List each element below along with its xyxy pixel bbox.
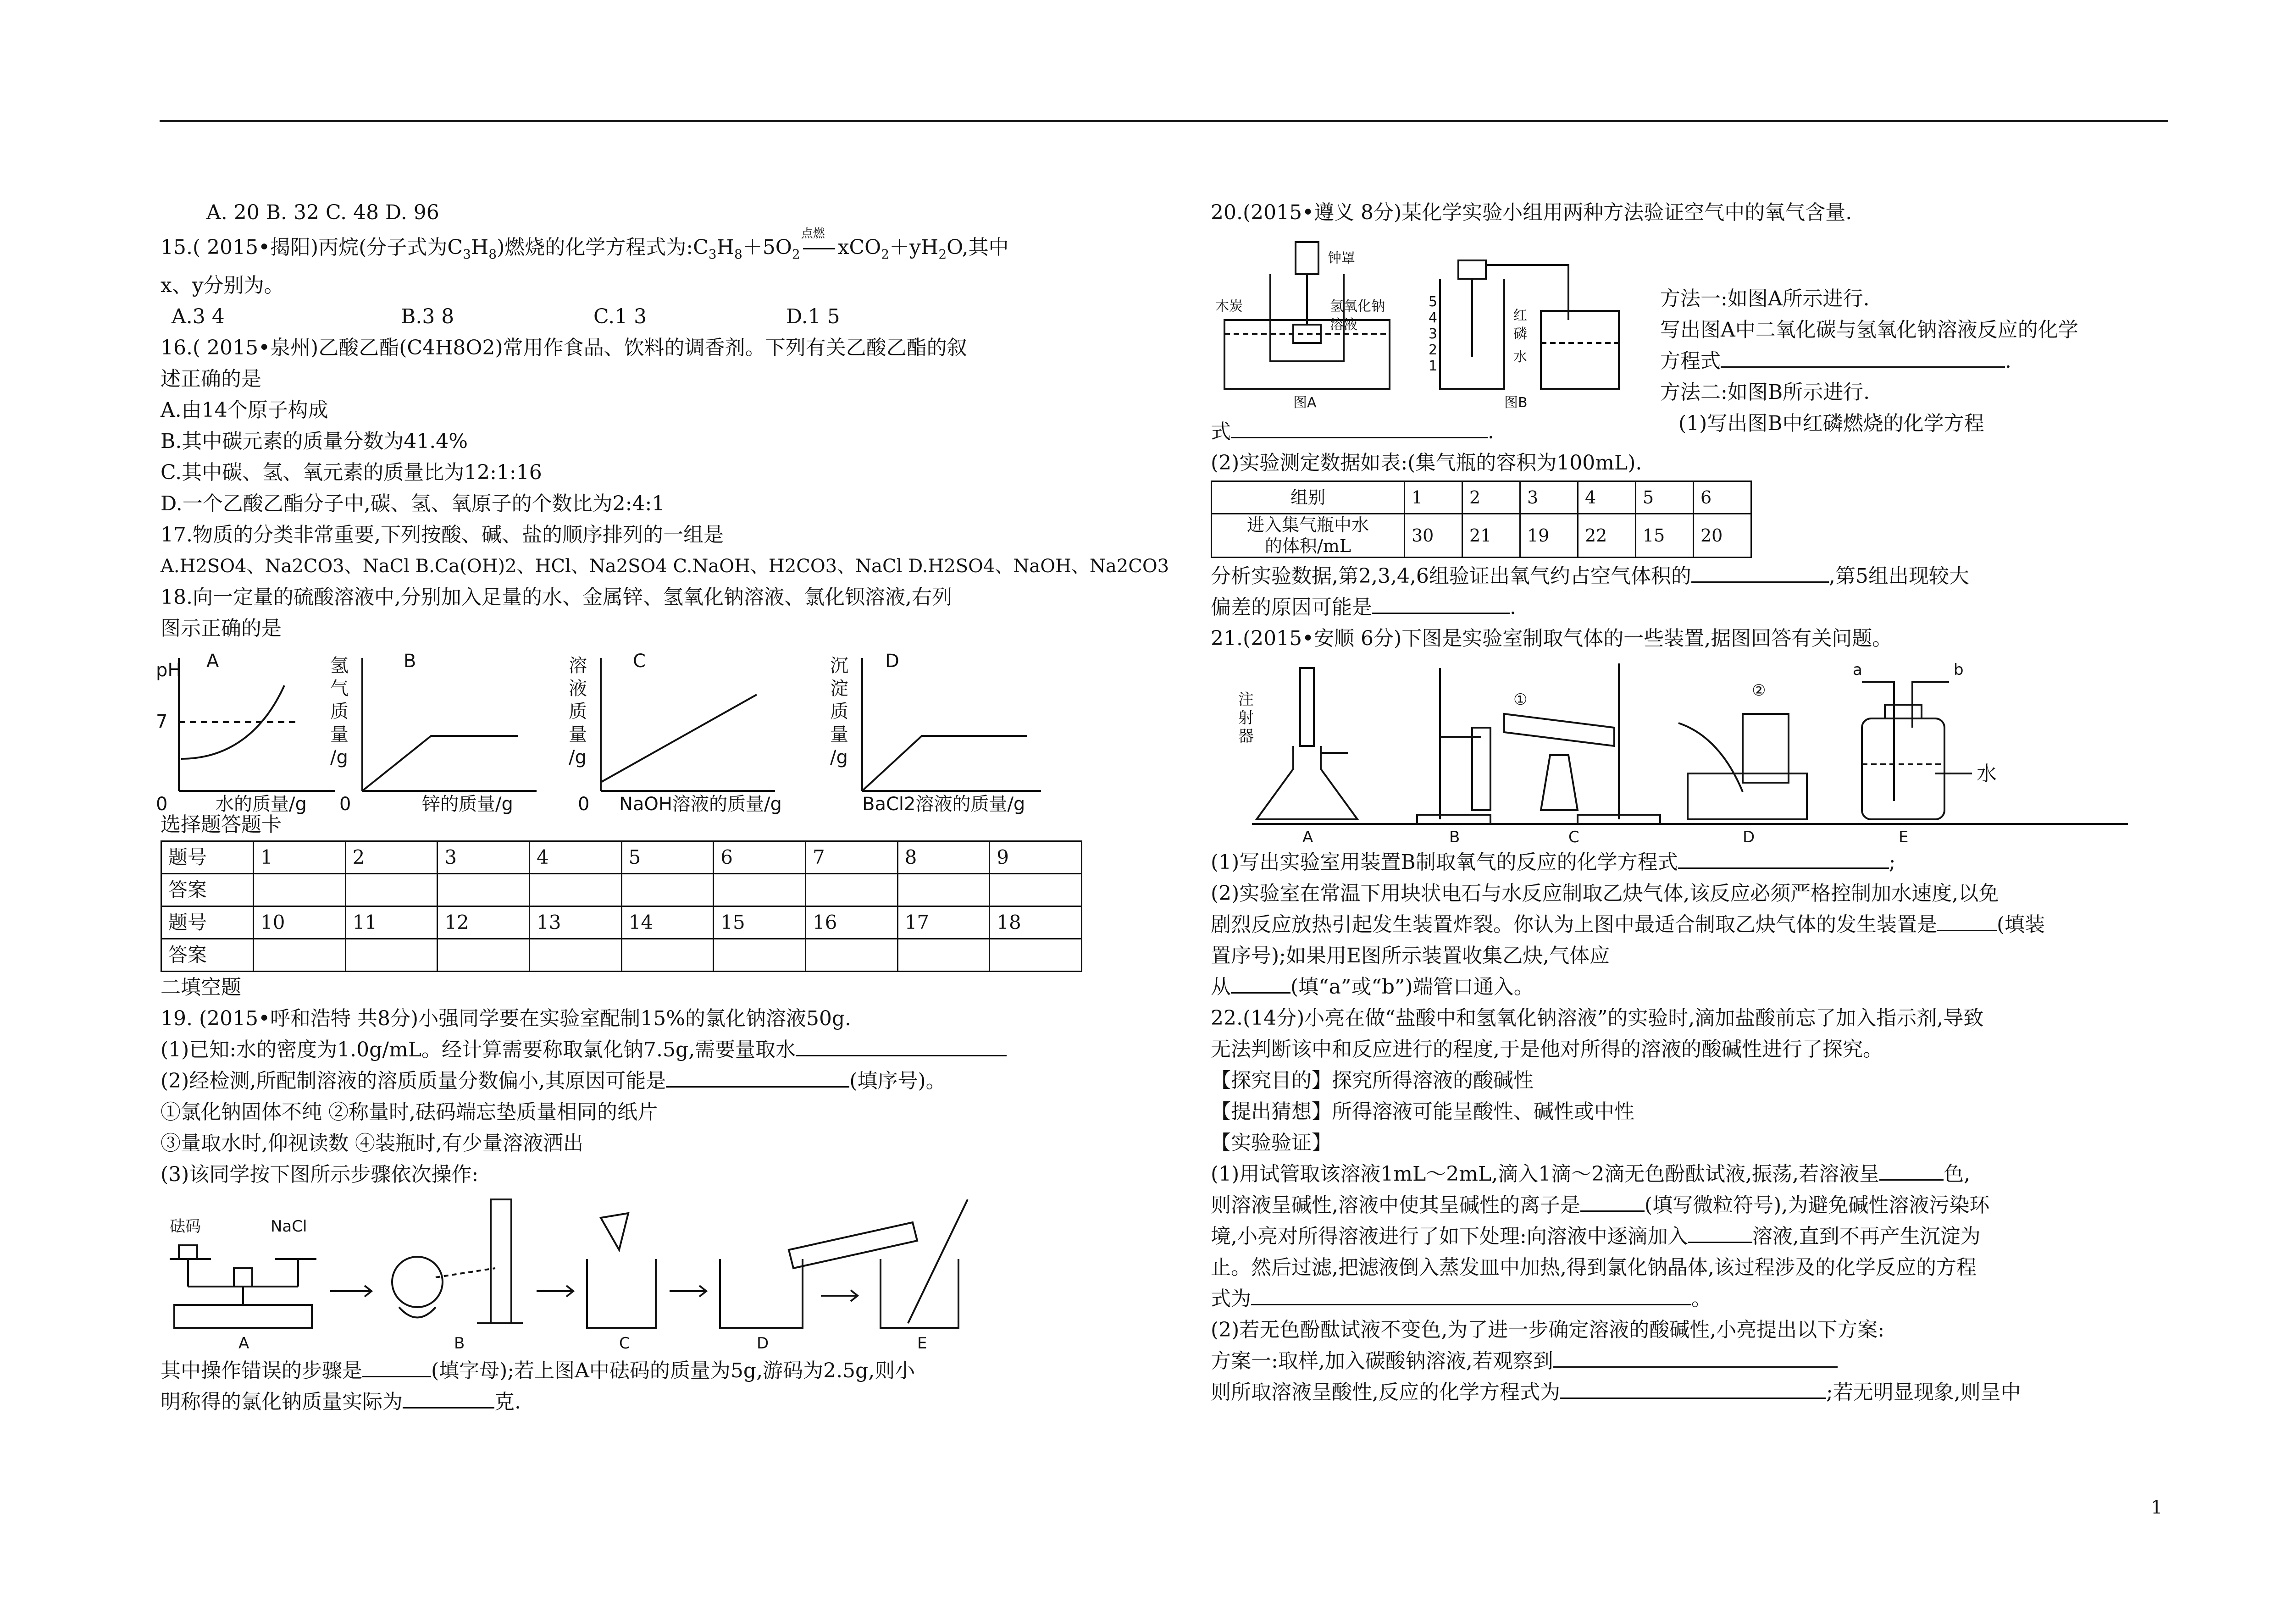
q14-options: A. 20 B. 32 C. 48 D. 96 (206, 201, 439, 224)
fig20-caption-a: 图A (1293, 395, 1317, 411)
svg-text:注: 注 (1238, 690, 1254, 709)
reaction-condition: 点燃 (801, 227, 825, 241)
q19-part3: (3)该同学按下图所示步骤依次操作: (161, 1162, 479, 1186)
q20-data-table (1211, 481, 1752, 558)
table-row: 进入集气瓶中水 的体积/mL 30 21 19 22 15 20 (1212, 514, 1751, 558)
svg-text:水: 水 (1513, 349, 1527, 365)
svg-text:E: E (917, 1334, 927, 1353)
q21-part2-line1: (2)实验室在常温下用块状电石与水反应制取乙炔气体,该反应必须严格控制加水速度,以免 (1211, 882, 1999, 905)
q19-opts1: ①氯化钠固体不纯 ②称量时,砝码端忘垫质量相同的纸片 (161, 1100, 658, 1124)
graph-c-letter: C (633, 650, 646, 672)
fig20-charcoal-label: 木炭 (1215, 298, 1243, 315)
q22-blank-observe[interactable] (1553, 1348, 1838, 1368)
q19-end1: 其中操作错误的步骤是 (填字母);若上图A中砝码的质量为5g,游码为2.5g,则小 (161, 1355, 1128, 1386)
graph-c-zero: 0 (578, 793, 590, 815)
q15-options: A.3 4 B.3 8 C.1 3 D.1 5 (172, 304, 840, 328)
fill-section-title: 二填空题 (161, 975, 241, 999)
q20-blank-fraction[interactable] (1691, 563, 1829, 583)
q16-option-a: A.由14个原子构成 (161, 398, 328, 422)
q19-blank-reason[interactable] (666, 1068, 849, 1088)
q22-blank-eq2[interactable] (1560, 1379, 1826, 1399)
q16-line2: 述正确的是 (161, 367, 261, 391)
svg-text:量: 量 (569, 724, 587, 745)
fig21-port-b: b (1954, 661, 1964, 679)
q22-v5: 式为 。 (1211, 1283, 2169, 1315)
table-row: 答案 (161, 873, 1082, 906)
fig21-circle-2: ② (1752, 681, 1766, 700)
q21-part3: 从 (填“a”或“b”)端管口通入。 (1211, 972, 2169, 1003)
right-column (1211, 197, 2169, 1408)
fig19-nacl-label: NaCl (271, 1217, 307, 1236)
q17-options: A.H2SO4、Na2CO3、NaCl B.Ca(OH)2、HCl、Na2SO4 C.NaOH、H2CO3、NaCl D.H2SO4、NaOH、Na2CO3 (161, 555, 1169, 577)
q22-v6: (2)若无色酚酞试液不变色,为了进一步确定溶液的酸碱性,小亮提出以下方案: (1211, 1318, 1885, 1342)
q19-part1: (1)已知:水的密度为1.0g/mL。经计算需要称取氯化钠7.5g,需要量取水 (161, 1034, 1128, 1066)
q17-stem: 17.物质的分类非常重要,下列按酸、碱、盐的顺序排列的一组是 (161, 523, 724, 547)
svg-text:/g: /g (569, 746, 587, 768)
answer-table (161, 840, 1082, 972)
q20-p-eq: 式 . (1211, 416, 2169, 447)
q22-verify: 【实验验证】 (1211, 1131, 1332, 1154)
svg-text:淀: 淀 (830, 678, 848, 699)
q21-part2-line3: 置序号);如果用E图所示装置收集乙炔,气体应 (1211, 944, 1610, 967)
q21-blank-eq[interactable] (1678, 849, 1889, 869)
q20-blank-p-eq[interactable] (1231, 419, 1488, 438)
q21-blank-device[interactable] (1937, 911, 1997, 931)
graph-c-xlabel: NaOH溶液的质量/g (619, 793, 782, 815)
q21-stem: 21.(2015•安顺 6分)下图是实验室制取气体的一些装置,据图回答有关问题。 (1211, 627, 1893, 650)
q19-stem: 19. (2015•呼和浩特 共8分)小强同学要在实验室配制15%的氯化钠溶液50g. (161, 1006, 852, 1030)
svg-text:射: 射 (1238, 709, 1254, 727)
q20-figure (1211, 228, 1633, 412)
graph-b-xlabel: 锌的质量/g (422, 793, 513, 815)
graph-a-zero: 0 (156, 793, 168, 815)
q19-blank-mass[interactable] (403, 1389, 494, 1409)
q20-stem: 20.(2015•遵义 8分)某化学实验小组用两种方法验证空气中的氧气含量. (1211, 201, 1852, 224)
fig21-port-a: a (1853, 661, 1862, 679)
svg-text:质: 质 (569, 701, 587, 722)
q22-blank-color[interactable] (1879, 1161, 1944, 1181)
q22-blank-ion[interactable] (1580, 1192, 1645, 1212)
graph-a-letter: A (206, 650, 219, 672)
svg-text:C: C (619, 1334, 630, 1353)
svg-text:A: A (1302, 828, 1313, 846)
q21-blank-port[interactable] (1231, 974, 1291, 994)
svg-text:B: B (1449, 828, 1460, 846)
q21-part1: (1)写出实验室用装置B制取氧气的反应的化学方程式 ; (1211, 847, 2169, 878)
q18-graphs (156, 644, 1128, 815)
svg-text:5: 5 (1429, 294, 1438, 310)
svg-text:沉: 沉 (830, 655, 848, 676)
svg-text:D: D (1743, 828, 1755, 846)
svg-text:3: 3 (1429, 326, 1438, 342)
q20-reason: 偏差的原因可能是 . (1211, 592, 2169, 623)
svg-text:量: 量 (830, 724, 848, 745)
q21-apparatus-figure (1211, 654, 2155, 847)
q22-v8: 则所取溶液呈酸性,反应的化学方程式为 ;若无明显现象,则呈中 (1211, 1377, 2169, 1408)
svg-text:器: 器 (1238, 727, 1254, 746)
header-rule (160, 120, 2168, 122)
q20-method1-eq: 方程式 . (1660, 346, 2169, 377)
q16-option-b: B.其中碳元素的质量分数为41.4% (161, 429, 468, 453)
graph-a-xlabel: 水的质量/g (216, 793, 307, 815)
svg-text:溶液: 溶液 (1330, 317, 1357, 333)
fig20-caption-b: 图B (1504, 395, 1528, 411)
q20-method1-write: 写出图A中二氧化碳与氢氧化钠溶液反应的化学 (1660, 318, 2078, 342)
graph-d-xlabel: BaCl2溶液的质量/g (862, 793, 1025, 815)
q22-line2: 无法判断该中和反应进行的程度,于是他对所得的溶液的酸碱性进行了探究。 (1211, 1038, 1883, 1061)
svg-text:2: 2 (1429, 342, 1438, 358)
svg-text:/g: /g (830, 746, 848, 768)
q20-method2-1: (1)写出图B中红磷燃烧的化学方程 (1678, 412, 1984, 435)
table-row: 题号 10 11 12 13 14 15 16 17 18 (161, 906, 1082, 939)
q15-line2: x、y分别为。 (161, 273, 284, 297)
q19-end2: 明称得的氯化钠质量实际为 克. (161, 1386, 1128, 1418)
fig21-water: 水 (1977, 762, 1997, 785)
q20-method1: 方法一:如图A所示进行. (1660, 287, 1870, 310)
svg-text:C: C (1568, 828, 1579, 846)
q20-blank-reason[interactable] (1372, 594, 1510, 614)
q19-blank-water[interactable] (796, 1037, 1007, 1056)
svg-text:氢氧化钠: 氢氧化钠 (1330, 298, 1385, 315)
svg-text:磷: 磷 (1513, 326, 1527, 342)
svg-text:A: A (238, 1334, 249, 1353)
page-number: 1 (2151, 1497, 2163, 1518)
q22-purpose: 【探究目的】探究所得溶液的酸碱性 (1211, 1069, 1534, 1092)
svg-text:D: D (757, 1334, 769, 1353)
q22-blank-eq1[interactable] (1251, 1286, 1691, 1305)
graph-b-zero: 0 (339, 793, 351, 815)
fig19-weight-label: 砝码 (170, 1217, 201, 1236)
q19-procedure-figure (161, 1190, 1032, 1355)
svg-text:气: 气 (330, 678, 349, 699)
left-column (156, 197, 1169, 1418)
graph-a-ylabel: pH (156, 659, 182, 681)
svg-text:/g: /g (330, 746, 348, 768)
q15-line1: 15.( 2015•揭阳)丙烷(分子式为$C_3H_8$)燃烧的化学方程式为$:C_3H_8+5O_2$ 点燃 $xCO_2+yH_2O$,其中 (161, 232, 1128, 270)
table-row: 组别 1 2 3 4 5 6 (1212, 481, 1751, 514)
graph-a-seven: 7 (156, 711, 168, 732)
q20-blank-co2-eq[interactable] (1721, 348, 2005, 368)
svg-text:溶: 溶 (569, 655, 587, 676)
svg-text:1: 1 (1429, 358, 1438, 374)
fig21-circle-1: ① (1513, 690, 1528, 709)
q22-line1: 22.(14分)小亮在做“盐酸中和氢氧化钠溶液”的实验时,滴加盐酸前忘了加入指示剂,导致 (1211, 1006, 1984, 1030)
q22-v2: 则溶液呈碱性,溶液中使其呈碱性的离子是 (填写微粒符号),为避免碱性溶液污染环 (1211, 1190, 2169, 1221)
q19-opts2: ③量取水时,仰视读数 ④装瓶时,有少量溶液洒出 (161, 1131, 583, 1155)
svg-text:液: 液 (569, 678, 587, 699)
q22-blank-reagent[interactable] (1688, 1223, 1752, 1243)
q16-option-d: D.一个乙酸乙酯分子中,碳、氢、氧原子的个数比为2:4:1 (161, 492, 665, 515)
q22-guess: 【提出猜想】所得溶液可能呈酸性、碱性或中性 (1211, 1100, 1634, 1123)
svg-text:量: 量 (330, 724, 349, 745)
table-row: 题号 1 2 3 4 5 6 7 8 9 (161, 841, 1082, 873)
q20-method2: 方法二:如图B所示进行. (1660, 381, 1870, 404)
q22-v1: (1)用试管取该溶液1mL～2mL,滴入1滴～2滴无色酚酞试液,振荡,若溶液呈 色, (1211, 1159, 2169, 1190)
svg-text:B: B (454, 1334, 465, 1353)
q19-part2: (2)经检测,所配制溶液的溶质质量分数偏小,其原因可能是 (填序号)。 (161, 1066, 1128, 1097)
svg-text:质: 质 (330, 701, 349, 722)
q18-line1: 18.向一定量的硫酸溶液中,分别加入足量的水、金属锌、氢氧化钠溶液、氯化钡溶液,右列 (161, 585, 952, 609)
svg-text:4: 4 (1429, 310, 1438, 326)
choice-section-title: 选择题答题卡 (161, 812, 282, 836)
q21-part2-line2: 剧烈反应放热引起发生装置炸裂。你认为上图中最适合制取乙炔气体的发生装置是 (填装 (1211, 909, 2169, 940)
q18-line2: 图示正确的是 (161, 616, 282, 640)
svg-text:氢: 氢 (330, 655, 349, 676)
q20-analysis: 分析实验数据,第2,3,4,6组验证出氧气约占空气体积的 ,第5组出现较大 (1211, 561, 2169, 592)
q20-part2: (2)实验测定数据如表:(集气瓶的容积为100mL). (1211, 451, 1642, 475)
q22-v4: 止。然后过滤,把滤液倒入蒸发皿中加热,得到氯化钠晶体,该过程涉及的化学反应的方程 (1211, 1256, 1977, 1279)
q16-option-c: C.其中碳、氢、氧元素的质量比为12:1:16 (161, 460, 542, 484)
q19-blank-wrong-step[interactable] (362, 1358, 431, 1377)
fig20-bell-label: 钟罩 (1328, 250, 1355, 266)
q22-v3: 境,小亮对所得溶液进行了如下处理:向溶液中逐滴加入 溶液,直到不再产生沉淀为 (1211, 1221, 2169, 1252)
graph-d-letter: D (885, 650, 899, 672)
q22-v7: 方案一:取样,加入碳酸钠溶液,若观察到 (1211, 1346, 2169, 1377)
graph-b-letter: B (404, 650, 416, 672)
q20-figure-block (1211, 228, 2169, 435)
svg-text:E: E (1899, 828, 1909, 846)
q16-line1: 16.( 2015•泉州)乙酸乙酯(C4H8O2)常用作食品、饮料的调香剂。下列有关乙酸乙酯的叙 (161, 336, 967, 359)
svg-text:红: 红 (1513, 308, 1527, 324)
svg-text:质: 质 (830, 701, 848, 722)
table-row: 答案 (161, 939, 1082, 971)
